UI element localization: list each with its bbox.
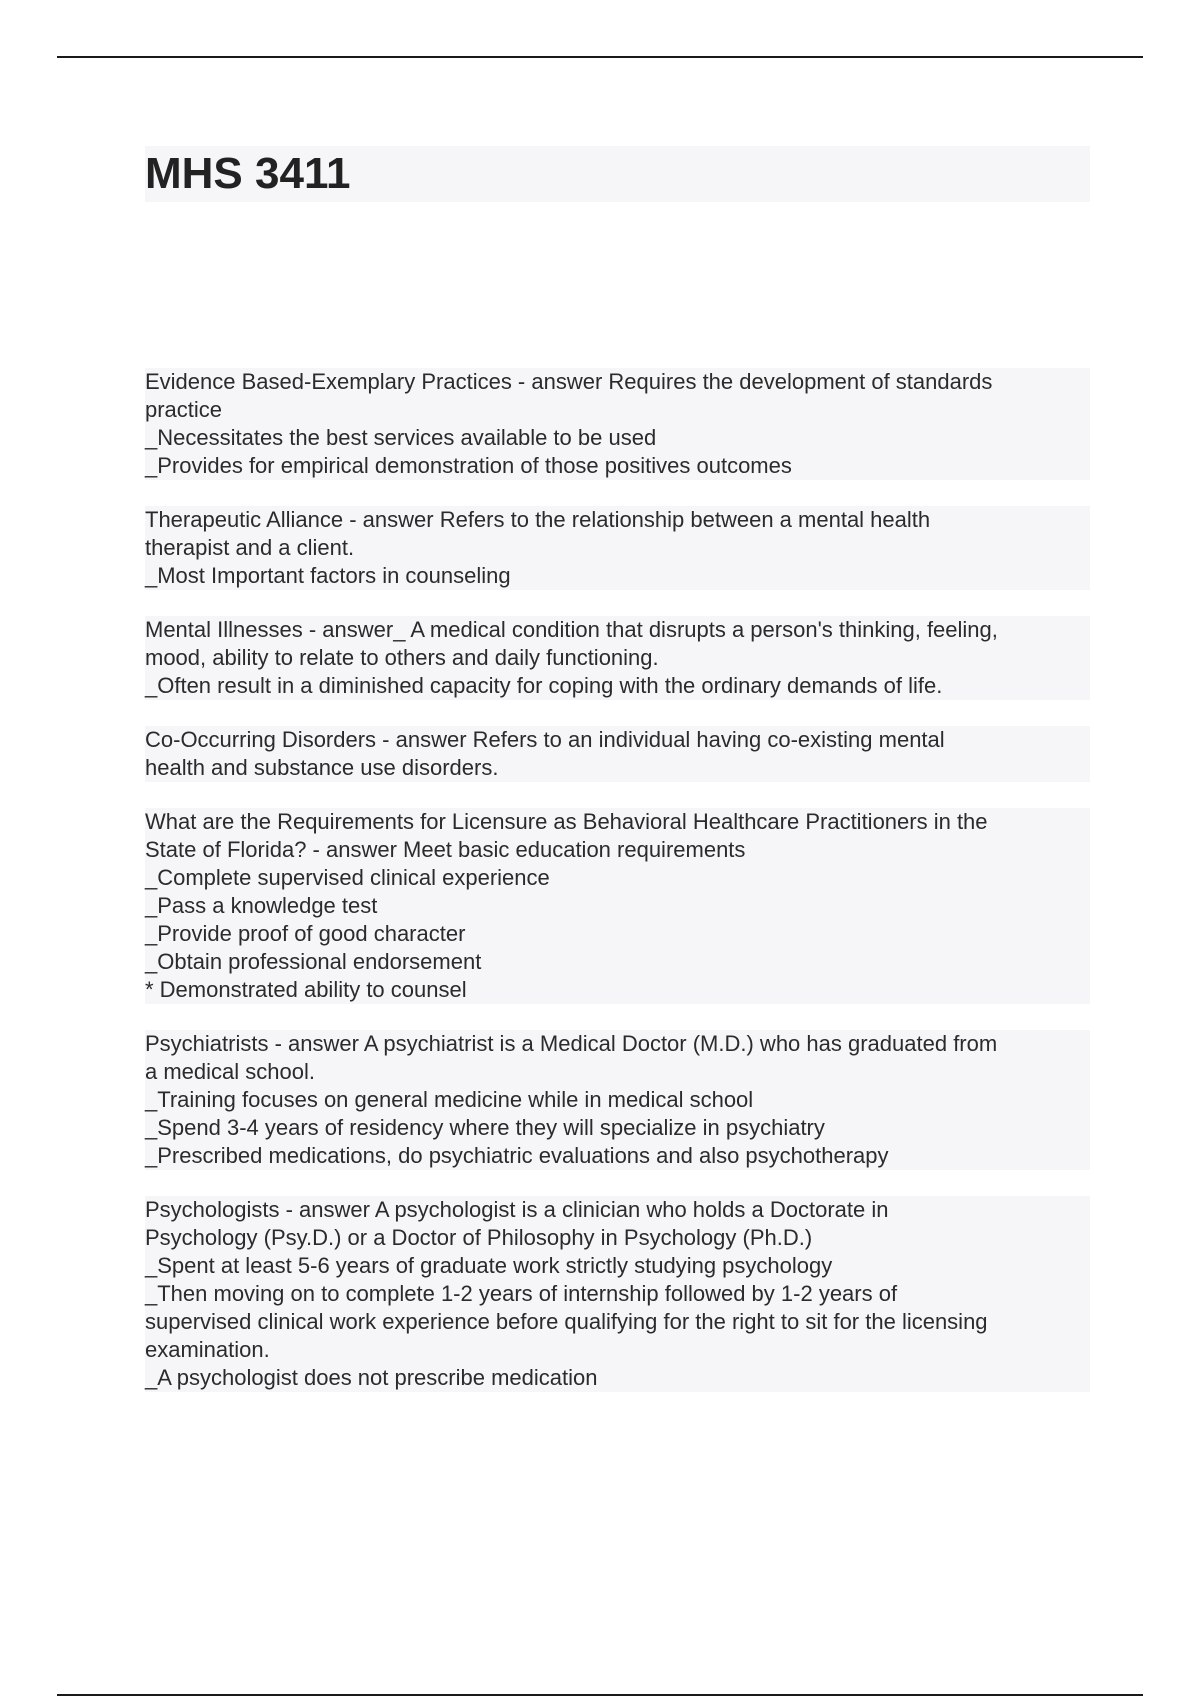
entry-line: Psychology (Psy.D.) or a Doctor of Philosophy in Psychology (Ph.D.)	[145, 1224, 1090, 1252]
qa-entry	[145, 616, 1090, 700]
bottom-rule	[57, 1694, 1143, 1696]
entry-line: Psychiatrists - answer A psychiatrist is a Medical Doctor (M.D.) who has graduated from	[145, 1030, 1090, 1058]
entry-line: mood, ability to relate to others and daily functioning.	[145, 644, 1090, 672]
entry-line: * Demonstrated ability to counsel	[145, 976, 1090, 1004]
qa-entry	[145, 1030, 1090, 1170]
qa-entry	[145, 368, 1090, 480]
entry-line: Therapeutic Alliance - answer Refers to the relationship between a mental health	[145, 506, 1090, 534]
entry-line: examination.	[145, 1336, 1090, 1364]
qa-entry	[145, 726, 1090, 782]
entry-line: _Pass a knowledge test	[145, 892, 1090, 920]
entry-line: health and substance use disorders.	[145, 754, 1090, 782]
entry-line: therapist and a client.	[145, 534, 1090, 562]
page-title: MHS 3411	[145, 149, 351, 198]
entry-line: _Necessitates the best services available to be used	[145, 424, 1090, 452]
entry-line: supervised clinical work experience before qualifying for the right to sit for the licensing	[145, 1308, 1090, 1336]
qa-entry	[145, 808, 1090, 1004]
entry-line: practice	[145, 396, 1090, 424]
entry-line: _Training focuses on general medicine while in medical school	[145, 1086, 1090, 1114]
qa-entry	[145, 506, 1090, 590]
entry-line: _Often result in a diminished capacity for coping with the ordinary demands of life.	[145, 672, 1090, 700]
entry-line: Mental Illnesses - answer_ A medical condition that disrupts a person's thinking, feeling,	[145, 616, 1090, 644]
entry-line: _Spent at least 5-6 years of graduate work strictly studying psychology	[145, 1252, 1090, 1280]
entry-line: _Complete supervised clinical experience	[145, 864, 1090, 892]
entry-line: What are the Requirements for Licensure as Behavioral Healthcare Practitioners in the	[145, 808, 1090, 836]
entry-line: _Then moving on to complete 1-2 years of internship followed by 1-2 years of	[145, 1280, 1090, 1308]
entry-line: Psychologists - answer A psychologist is a clinician who holds a Doctorate in	[145, 1196, 1090, 1224]
entry-line: a medical school.	[145, 1058, 1090, 1086]
qa-entry	[145, 1196, 1090, 1392]
top-rule	[57, 56, 1143, 58]
entry-line: _Spend 3-4 years of residency where they will specialize in psychiatry	[145, 1114, 1090, 1142]
entry-line: Co-Occurring Disorders - answer Refers to an individual having co-existing mental	[145, 726, 1090, 754]
entry-line: Evidence Based-Exemplary Practices - answer Requires the development of standards	[145, 368, 1090, 396]
entry-line: _Obtain professional endorsement	[145, 948, 1090, 976]
entry-line: _A psychologist does not prescribe medication	[145, 1364, 1090, 1392]
entry-line: _Most Important factors in counseling	[145, 562, 1090, 590]
entry-line: State of Florida? - answer Meet basic education requirements	[145, 836, 1090, 864]
document-body	[145, 368, 1090, 1418]
entry-line: _Provide proof of good character	[145, 920, 1090, 948]
entry-line: _Provides for empirical demonstration of those positives outcomes	[145, 452, 1090, 480]
entry-line: _Prescribed medications, do psychiatric evaluations and also psychotherapy	[145, 1142, 1090, 1170]
